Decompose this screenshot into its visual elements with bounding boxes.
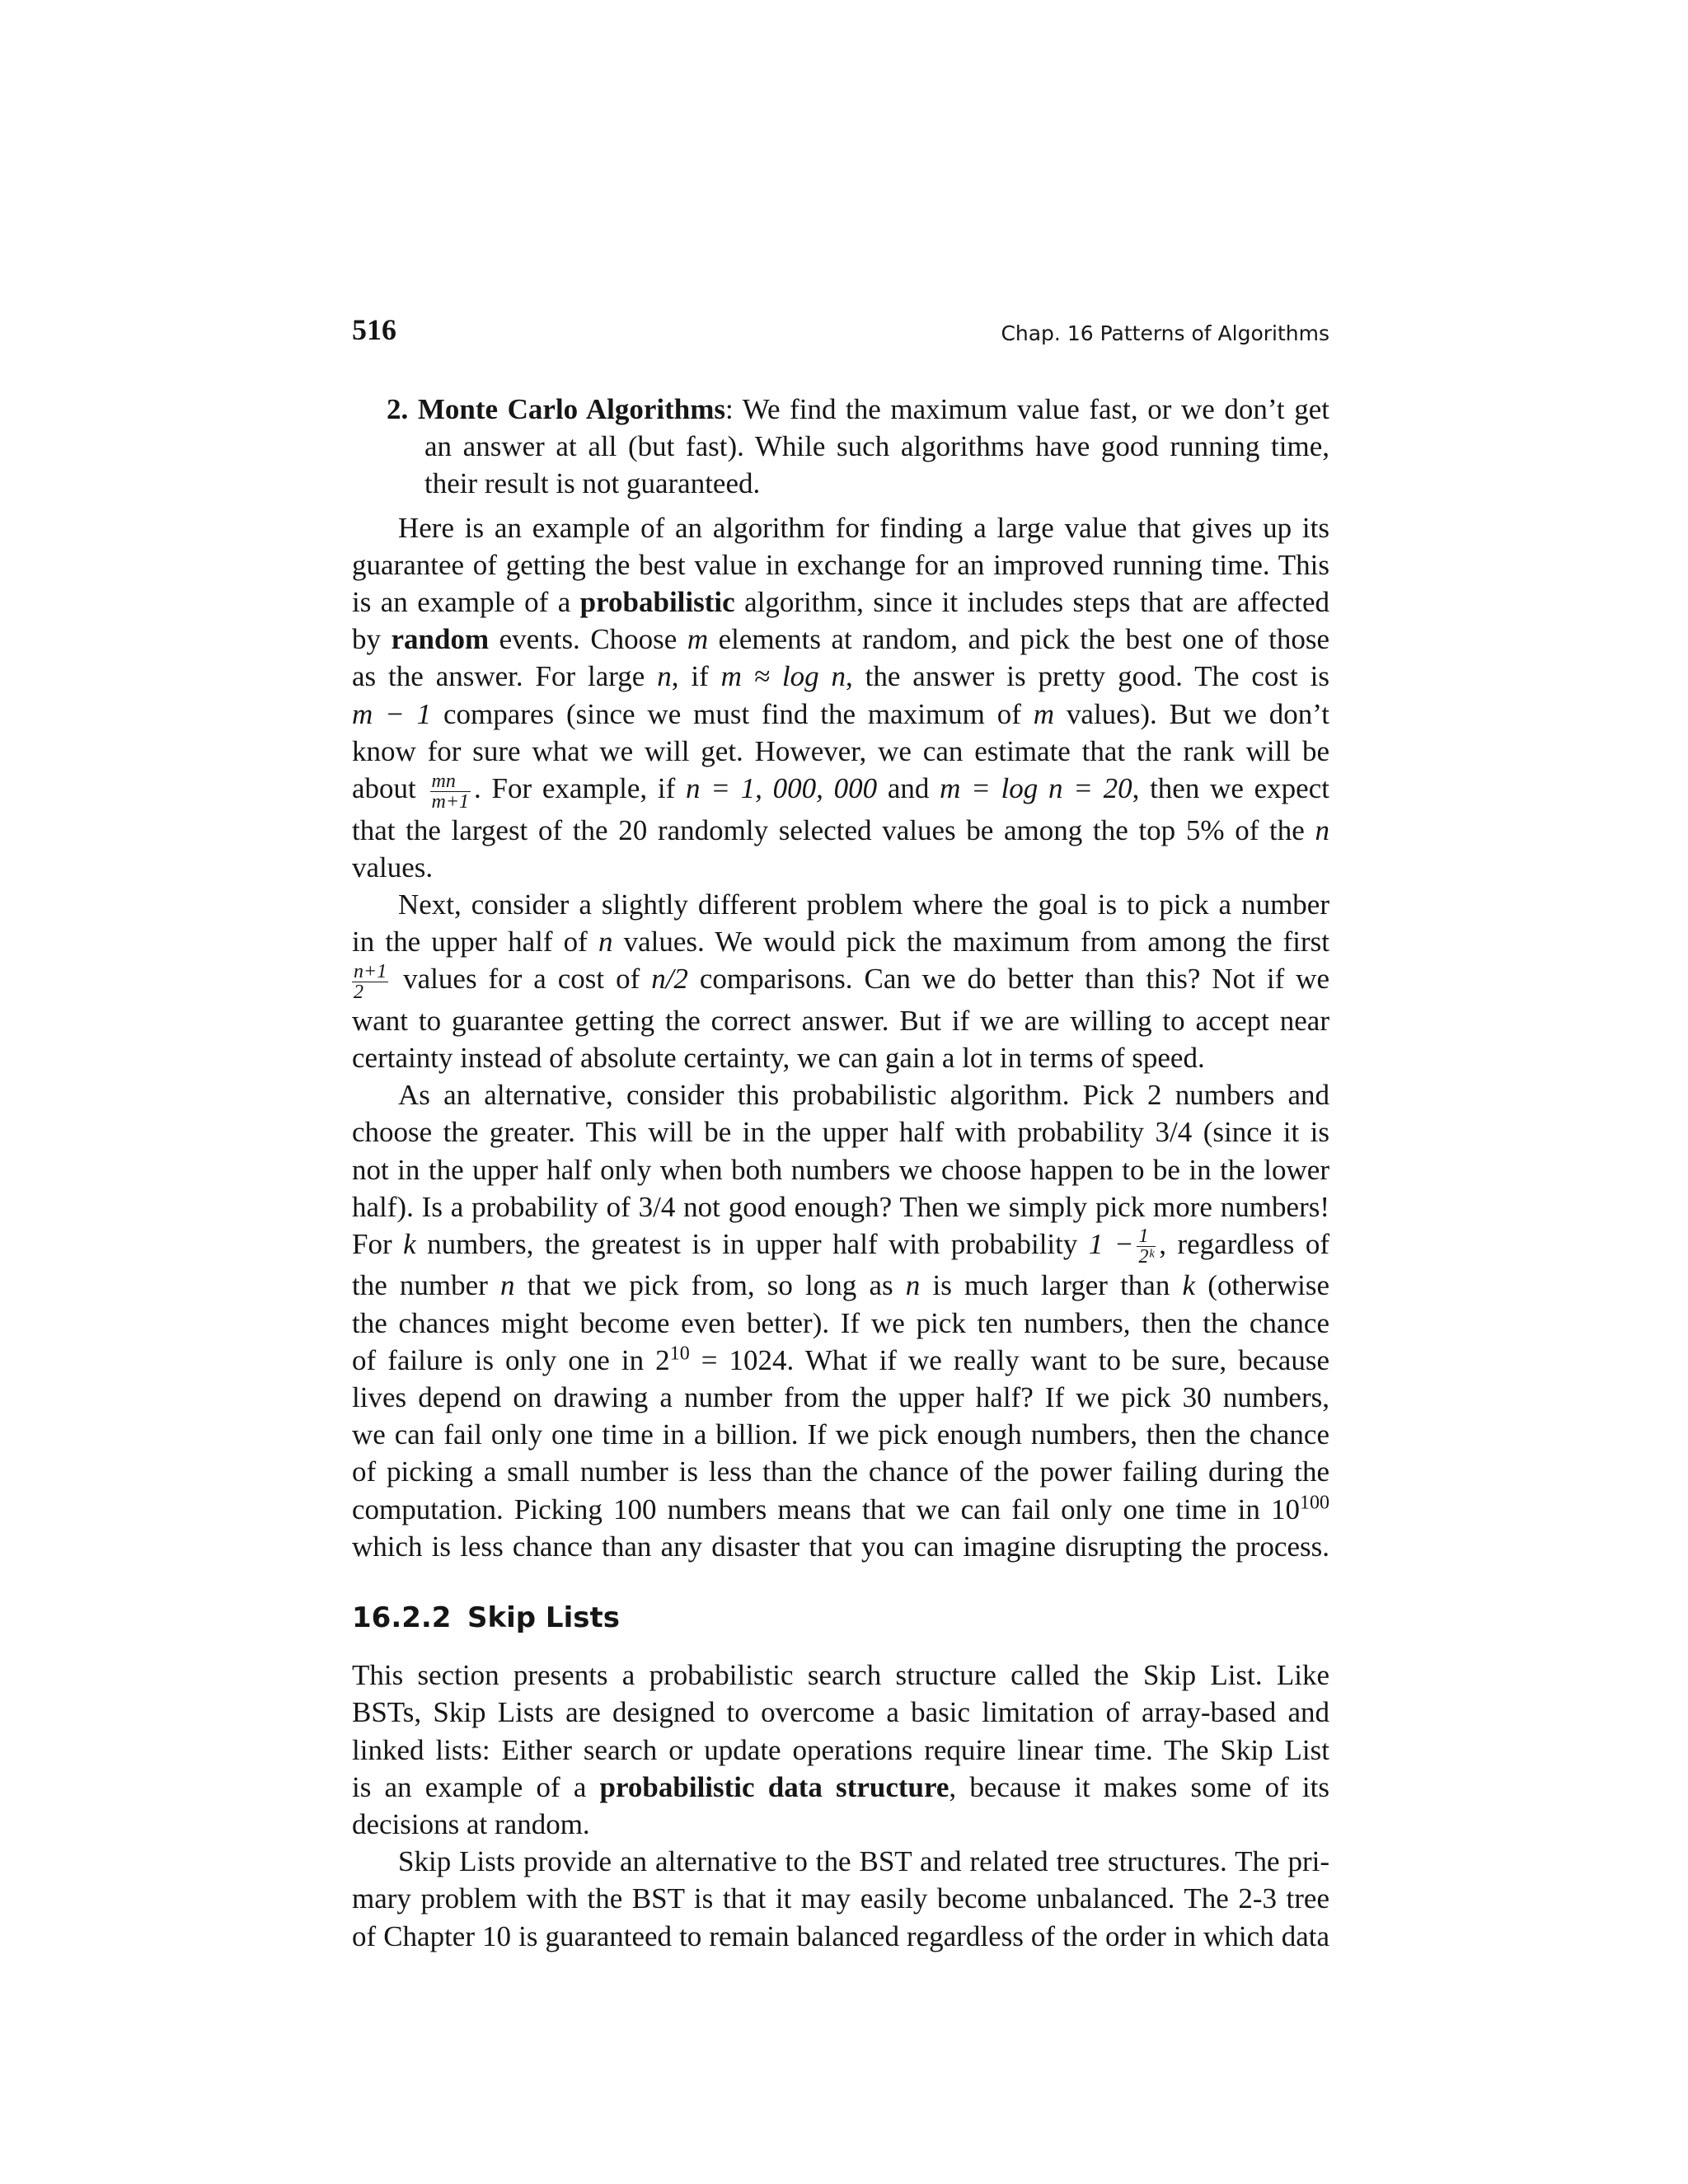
text-line: mary problem with the BST is that it may easily become unbalanced. The 2-3 tree bbox=[352, 1882, 1329, 1915]
section-number: 16.2.2 bbox=[352, 1601, 452, 1635]
fraction: $\frac{mn}{m+1}$ bbox=[431, 770, 470, 813]
running-head: Chap. 16 Patterns of Algorithms bbox=[1001, 321, 1329, 345]
fraction: $\frac{1}{\text{2ᵏ}}$ bbox=[1138, 1226, 1155, 1268]
text-line: For k numbers, the greatest is in upper half with probability 1 − $\frac{1}{\text{2ᵏ}}$ , regardless of bbox=[352, 1226, 1329, 1268]
list-term: Monte Carlo Algorithms bbox=[417, 393, 726, 425]
text-line: computation. Picking 100 numbers means that we can fail only one time in $10^{100}$ bbox=[352, 1492, 1329, 1526]
text-line: decisions at random. bbox=[352, 1807, 590, 1840]
text-line: not in the upper half only when both numbers we choose happen to be in the lower bbox=[352, 1153, 1329, 1186]
text-line: m − 1 compares (since we must find the maximum of m values). But we don’t bbox=[352, 697, 1329, 730]
section-heading bbox=[352, 1600, 1329, 1637]
fraction: $\frac{n+1}{2}$ bbox=[354, 960, 387, 1003]
text-line: choose the greater. This will be in the upper half with probability 3/4 (since it is bbox=[352, 1116, 1329, 1149]
list-text: : We find the maximum value fast, or we don’t get bbox=[725, 393, 1330, 425]
text-line: BSTs, Skip Lists are designed to overcome a basic limitation of array-based and bbox=[352, 1696, 1329, 1729]
text-line: as the answer. For large n, if m ≈ log n, the answer is pretty good. The cost is bbox=[352, 660, 1329, 693]
text-line: This section presents a probabilistic search structure called the Skip List. Like bbox=[352, 1659, 1329, 1692]
section-title: Skip Lists bbox=[467, 1601, 620, 1635]
text-line: $\frac{n+1}{2}$ values for a cost of n/2 comparisons. Can we do better than this? Not if we bbox=[354, 960, 1329, 1003]
term-probabilistic: probabilistic bbox=[579, 586, 735, 619]
list-line bbox=[352, 391, 1329, 428]
text-line: certainty instead of absolute certainty, we can gain a lot in terms of speed. bbox=[352, 1041, 1205, 1074]
body-text bbox=[352, 391, 1329, 1955]
paragraph bbox=[352, 509, 1329, 886]
list-number: 2. bbox=[387, 393, 409, 425]
text-line: want to guarantee getting the correct answer. But if we are willing to accept near bbox=[352, 1004, 1329, 1037]
text-line: is an example of a probabilistic data structure, because it makes some of its bbox=[352, 1770, 1330, 1803]
text-line: As an alternative, consider this probabilistic algorithm. Pick 2 numbers and bbox=[398, 1079, 1329, 1112]
text-line: by random events. Choose m elements at random, and pick the best one of those bbox=[352, 623, 1329, 656]
text-line: the chances might become even better). If we pick ten numbers, then the chance bbox=[352, 1306, 1329, 1339]
text-line: about $\frac{mn}{m+1}$ . For example, if n = 1, 000, 000 and m = log n = 20, then we expect bbox=[352, 770, 1329, 813]
text-line: lives depend on drawing a number from the upper half? If we pick 30 numbers, bbox=[352, 1381, 1329, 1414]
paragraph bbox=[352, 1657, 1329, 1843]
text-line: that the largest of the 20 randomly selected values be among the top 5% of the n bbox=[352, 813, 1329, 846]
text-line: Next, consider a slightly different problem where the goal is to pick a number bbox=[398, 888, 1329, 921]
paragraph bbox=[352, 1076, 1329, 1565]
text-line: Here is an example of an algorithm for finding a large value that gives up its bbox=[398, 511, 1329, 544]
text-line: the number n that we pick from, so long as n is much larger than k (otherwise bbox=[352, 1269, 1329, 1302]
paragraph bbox=[352, 886, 1329, 1076]
text-line: of Chapter 10 is guaranteed to remain balanced regardless of the order in which data bbox=[352, 1919, 1329, 1952]
list-item bbox=[352, 391, 1329, 503]
text-line: which is less chance than any disaster that you can imagine disrupting the process. bbox=[352, 1530, 1329, 1563]
term-probabilistic-data-structure: probabilistic data structure bbox=[599, 1770, 950, 1803]
text-line: values. bbox=[352, 851, 434, 883]
text-line: of picking a small number is less than the chance of the power failing during the bbox=[352, 1455, 1329, 1488]
text-line: know for sure what we will get. However, we can estimate that the rank will be bbox=[352, 734, 1329, 767]
page-number: 516 bbox=[352, 313, 396, 346]
text-line: is an example of a probabilistic algorithm, since it includes steps that are affected bbox=[352, 586, 1329, 619]
list-line: their result is not guaranteed. bbox=[424, 467, 761, 500]
text-line: Skip Lists provide an alternative to the BST and related tree structures. The pri- bbox=[398, 1845, 1329, 1878]
list-line: an answer at all (but fast). While such algorithms have good running time, bbox=[424, 430, 1329, 463]
text-line: half). Is a probability of 3/4 not good enough? Then we simply pick more numbers! bbox=[352, 1190, 1329, 1223]
paragraph bbox=[352, 1843, 1329, 1955]
text-line: of failure is only one in $2^{10} = 1024$. What if we really want to be sure, because bbox=[352, 1343, 1329, 1376]
text-line: in the upper half of n values. We would pick the maximum from among the first bbox=[352, 926, 1329, 958]
text-line: guarantee of getting the best value in exchange for an improved running time. This bbox=[352, 548, 1329, 581]
term-random: random bbox=[391, 623, 490, 656]
text-line: we can fail only one time in a billion. If we pick enough numbers, then the chance bbox=[352, 1418, 1329, 1451]
text-line: linked lists: Either search or update operations require linear time. The Skip List bbox=[352, 1733, 1329, 1766]
